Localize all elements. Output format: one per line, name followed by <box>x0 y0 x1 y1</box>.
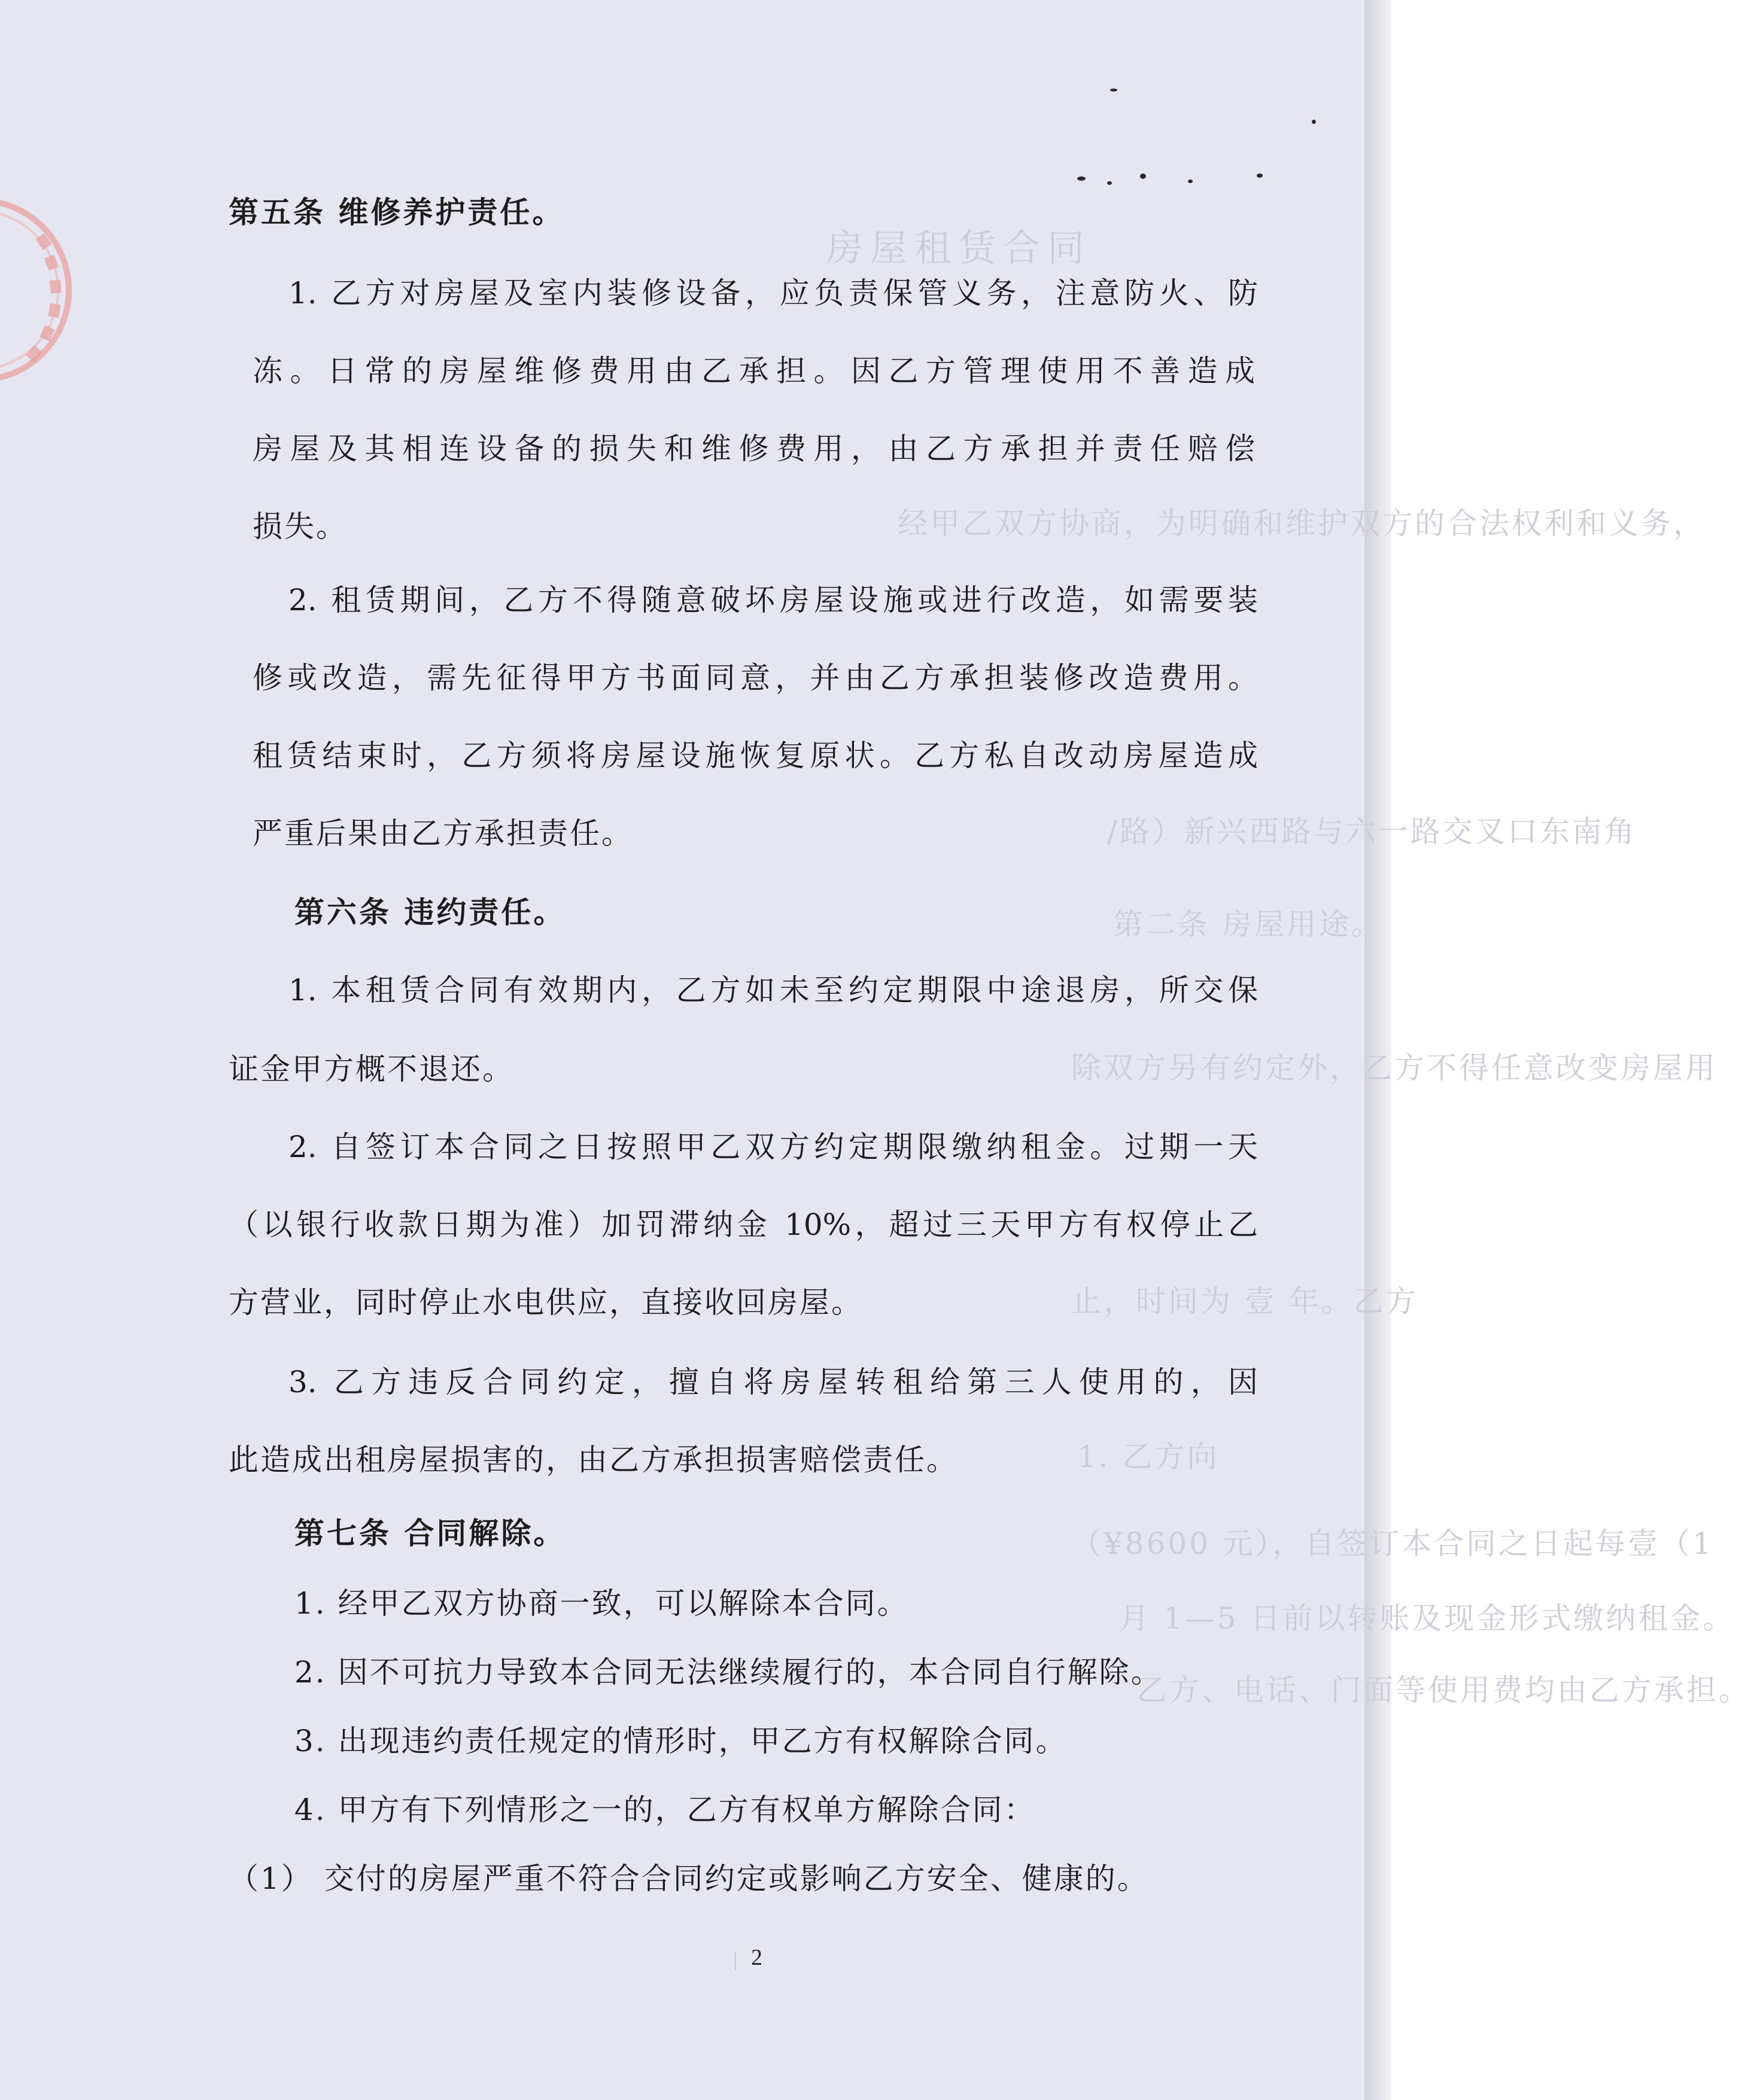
show-through-title: 房屋租赁合同 <box>826 226 1092 270</box>
paragraph-line: 证金甲方概不退还。 <box>229 1052 514 1086</box>
paragraph-line: 损失。 <box>253 509 348 544</box>
paragraph-line: 1. 乙方对房屋及室内装修设备，应负责保管义务，注意防火、防 <box>288 276 1258 311</box>
paragraph-line: 房屋及其相连设备的损失和维修费用，由乙方承担并责任赔偿 <box>253 431 1255 466</box>
paragraph-line: 此造成出租房屋损害的，由乙方承担损害赔偿责任。 <box>229 1442 958 1477</box>
show-through-line: 1. 乙方向 <box>1077 1439 1220 1474</box>
scan-speck <box>1077 176 1086 181</box>
show-through-line: （¥8600 元），自签订本合同之日起每壹（1 <box>1071 1526 1714 1561</box>
article-5-heading: 第五条 维修养护责任。 <box>229 194 565 230</box>
paragraph-line: 2. 租赁期间，乙方不得随意破坏房屋设施或进行改造，如需要装 <box>288 583 1258 617</box>
paragraph-line: 方营业，同时停止水电供应，直接收回房屋。 <box>229 1285 863 1320</box>
paragraph-line: 租赁结束时，乙方须将房屋设施恢复原状。乙方私自改动房屋造成 <box>253 738 1258 773</box>
scan-speck <box>1140 174 1146 179</box>
scan-speck <box>1107 181 1112 185</box>
paragraph-line: 冻。日常的房屋维修费用由乙承担。因乙方管理使用不善造成 <box>253 354 1255 388</box>
paragraph-line: 3. 出现违约责任规定的情形时，甲乙方有权解除合同。 <box>294 1724 1068 1758</box>
scan-speck <box>1188 179 1193 183</box>
show-through-line: 月 1—5 日前以转账及现金形式缴纳租金。 <box>1119 1601 1735 1636</box>
show-through-line: 止，时间为 壹 年。乙方 <box>1071 1284 1418 1319</box>
paragraph-line: 2. 因不可抗力导致本合同无法继续履行的，本合同自行解除。 <box>294 1655 1163 1690</box>
scan-speck <box>1257 174 1263 178</box>
page-number-mark <box>735 1952 736 1970</box>
show-through-line: /路）新兴西路与六一路交叉口东南角 <box>1107 814 1637 849</box>
scan-speck <box>1110 89 1117 92</box>
show-through-line: 第二条 房屋用途。 <box>1113 907 1384 942</box>
scan-speck <box>1312 120 1316 124</box>
paragraph-line: 修或改造，需先征得甲方书面同意，并由乙方承担装修改造费用。 <box>253 661 1258 695</box>
paragraph-line: 严重后果由乙方承担责任。 <box>253 816 633 851</box>
paragraph-line: 1. 本租赁合同有效期内，乙方如未至约定期限中途退房，所交保 <box>288 973 1258 1008</box>
page-number: 2 <box>751 1945 762 1970</box>
paragraph-line: （以银行收款日期为准）加罚滞纳金 10%，超过三天甲方有权停止乙 <box>229 1207 1258 1242</box>
show-through-line: 乙方、电话、门面等使用费均由乙方承担。 <box>1137 1673 1751 1708</box>
article-7-heading: 第七条 合同解除。 <box>294 1515 566 1551</box>
show-through-line: 除双方另有约定外，乙方不得任意改变房屋用 <box>1071 1051 1717 1085</box>
paragraph-line: 4. 甲方有下列情形之一的，乙方有权单方解除合同： <box>294 1792 1036 1827</box>
show-through-line: 经甲乙双方协商，为明确和维护双方的合法权利和义务， <box>898 506 1706 541</box>
paragraph-line: 3. 乙方违反合同约定，擅自将房屋转租给第三人使用的，因 <box>288 1365 1258 1399</box>
paragraph-line: 1. 经甲乙双方协商一致，可以解除本合同。 <box>294 1586 909 1621</box>
article-6-heading: 第六条 违约责任。 <box>294 894 566 930</box>
paragraph-line: （1） 交付的房屋严重不符合合同约定或影响乙方安全、健康的。 <box>229 1861 1149 1896</box>
paragraph-line: 2. 自签订本合同之日按照甲乙双方约定期限缴纳租金。过期一天 <box>288 1130 1258 1164</box>
